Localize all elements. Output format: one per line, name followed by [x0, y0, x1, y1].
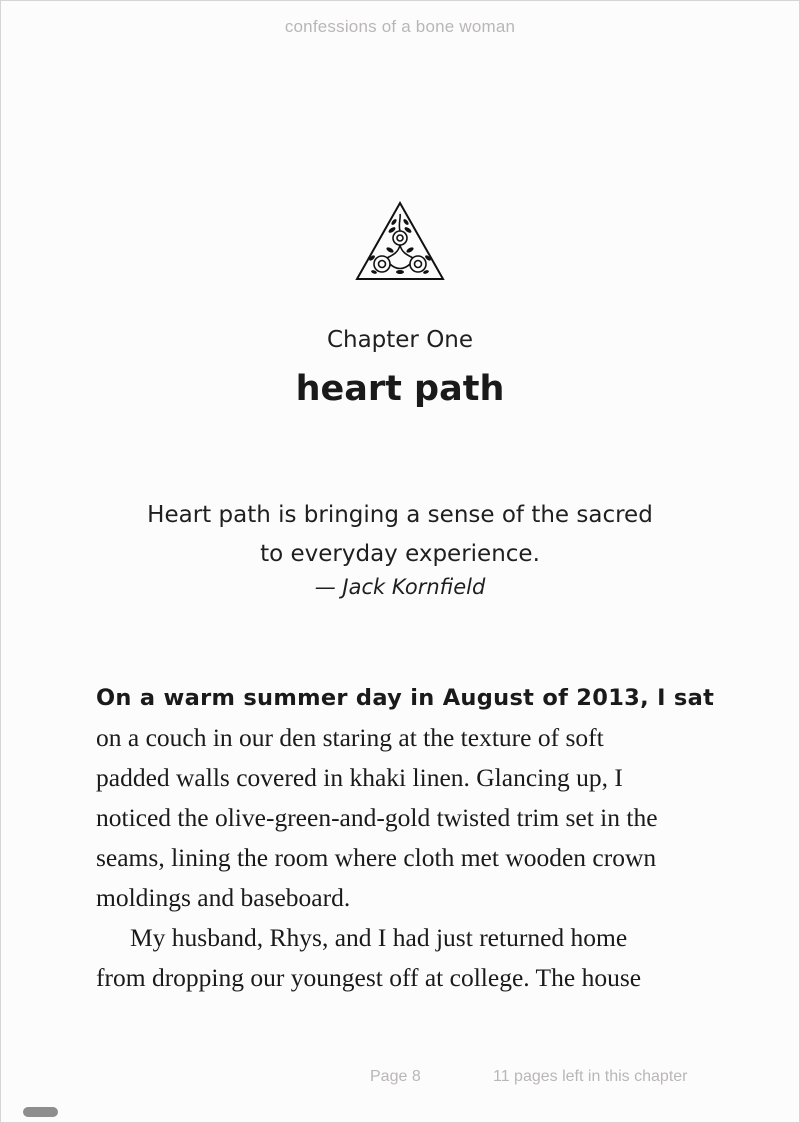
body-line: seams, lining the room where cloth met wooden crown: [96, 843, 657, 872]
epigraph-attribution: — Jack Kornfield: [314, 575, 486, 599]
epigraph-line: to everyday experience.: [260, 541, 540, 567]
epigraph-quote: [0, 496, 800, 574]
scroll-handle[interactable]: [23, 1107, 58, 1117]
body-line: My husband, Rhys, and I had just returned home: [130, 923, 628, 952]
page-number: Page 8: [370, 1068, 421, 1085]
body-line: from dropping our youngest off at college. The house: [96, 963, 642, 992]
pages-left-in-chapter: 11 pages left in this chapter: [493, 1068, 688, 1085]
chapter-number-label: Chapter One: [326, 327, 474, 353]
book-running-title: confessions of a bone woman: [284, 17, 516, 36]
epigraph-line: Heart path is bringing a sense of the sacred: [147, 502, 653, 528]
chapter-title: heart path: [295, 369, 505, 409]
body-line: noticed the olive-green-and-gold twisted trim set in the: [96, 803, 658, 832]
chapter-body-text: [96, 678, 716, 998]
body-line: moldings and baseboard.: [96, 883, 351, 912]
triangle-vine-ornament-icon: [354, 200, 446, 282]
body-lead-in: On a warm summer day in August of 2013, I sat: [96, 685, 715, 711]
body-line: on a couch in our den staring at the texture of soft: [96, 723, 604, 752]
body-line: padded walls covered in khaki linen. Glancing up, I: [96, 763, 623, 792]
